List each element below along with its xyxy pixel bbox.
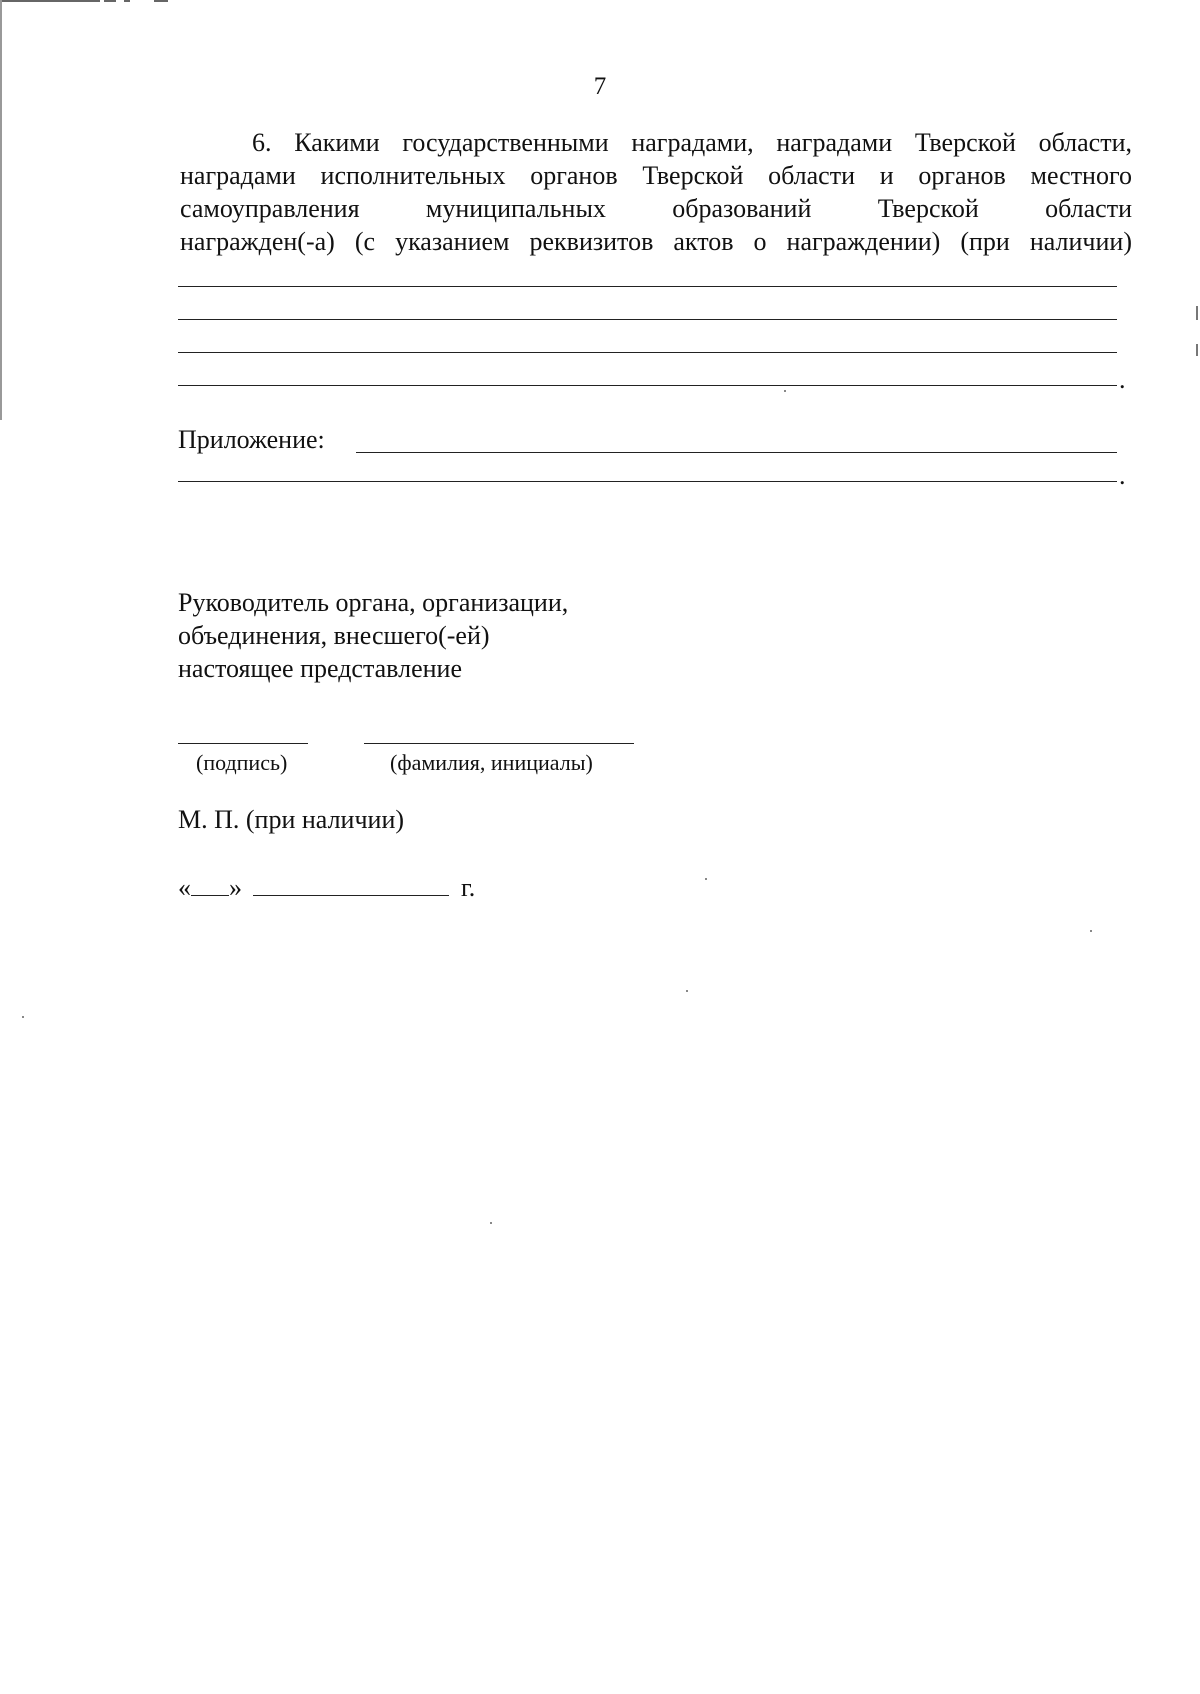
section-6-line: награжден(-а) (с указанием реквизитов актов о награждении) (при наличии) <box>180 227 1132 256</box>
date-row <box>178 872 475 904</box>
scan-speck <box>686 990 688 992</box>
line-end-period: . <box>1119 365 1126 394</box>
scan-speck <box>22 1016 24 1018</box>
signatory-line: Руководитель органа, организации, <box>178 588 569 617</box>
appendix-fill-line[interactable] <box>178 481 1117 482</box>
answer-fill-line[interactable] <box>178 319 1117 320</box>
section-6-line: наградами исполнительных органов Тверской области и органов местного <box>180 161 1132 190</box>
section-6-line: 6. Какими государственными наградами, наградами Тверской области, <box>252 128 1132 157</box>
scan-artifact-right-tick <box>1196 306 1198 320</box>
name-line[interactable] <box>364 743 634 744</box>
signatory-line: объединения, внесшего(-ей) <box>178 621 490 650</box>
stamp-label: М. П. (при наличии) <box>178 805 405 834</box>
date-day-field[interactable] <box>191 873 229 896</box>
scan-artifact-top-line <box>0 0 100 2</box>
date-open-quote: « <box>178 873 191 902</box>
signature-line[interactable] <box>178 743 308 744</box>
scan-artifact-top-dash <box>104 0 116 2</box>
page-number: 7 <box>593 73 607 100</box>
appendix-label: Приложение: <box>178 425 325 454</box>
scan-artifact-right-tick <box>1196 344 1198 356</box>
line-end-period: . <box>1119 461 1126 490</box>
scan-artifact-top-dash <box>124 0 130 2</box>
scan-artifact-top-dash <box>154 0 168 2</box>
signature-caption: (подпись) <box>196 750 288 775</box>
scan-speck <box>784 390 786 392</box>
scan-speck <box>490 1222 492 1224</box>
signatory-title <box>178 586 568 685</box>
date-month-field[interactable] <box>253 873 449 896</box>
section-6-question <box>180 126 1132 258</box>
answer-fill-line[interactable] <box>178 352 1117 353</box>
scan-speck <box>705 878 707 880</box>
date-year-suffix: г. <box>461 873 476 902</box>
name-caption: (фамилия, инициалы) <box>390 750 593 775</box>
appendix-fill-line[interactable] <box>356 452 1117 453</box>
scan-speck <box>1090 930 1092 932</box>
answer-fill-line[interactable] <box>178 385 1117 386</box>
section-6-line: самоуправления муниципальных образований Тверской области <box>180 194 1132 223</box>
date-close-quote: » <box>229 873 242 902</box>
answer-fill-line[interactable] <box>178 286 1117 287</box>
signatory-line: настоящее представление <box>178 654 462 683</box>
scan-artifact-left-edge <box>0 0 2 420</box>
